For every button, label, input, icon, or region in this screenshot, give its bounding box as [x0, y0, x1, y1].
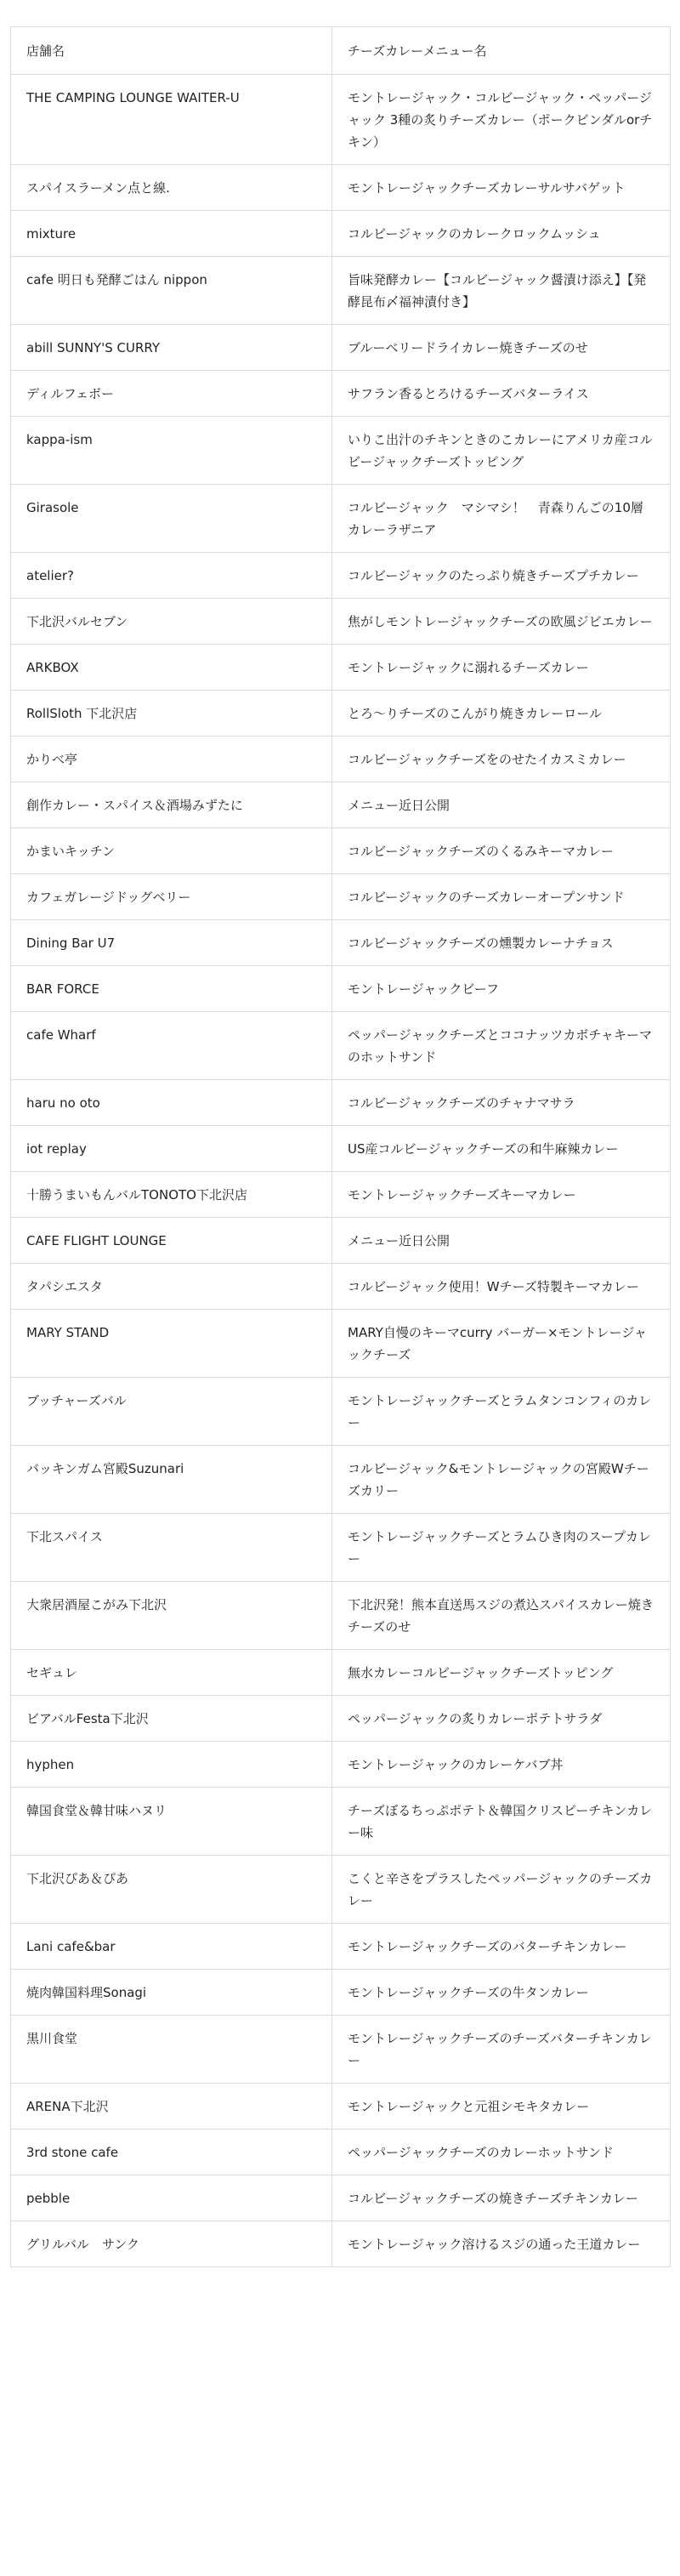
header-menu-name: チーズカレーメニュー名 [332, 27, 671, 75]
shop-name-cell: 十勝うまいもんバルTONOTO下北沢店 [11, 1172, 332, 1218]
menu-name-cell: モントレージャックチーズとラムタンコンフィのカレー [332, 1378, 671, 1446]
shop-name-cell: 下北沢バルセブン [11, 599, 332, 645]
table-row [11, 1696, 671, 1742]
menu-name-cell: コルビージャックチーズのチャナマサラ [332, 1080, 671, 1126]
shop-name-cell: タパシエスタ [11, 1264, 332, 1310]
table-row [11, 1264, 671, 1310]
shop-name-cell: pebble [11, 2175, 332, 2221]
shop-name-cell: セギュレ [11, 1650, 332, 1696]
menu-name-cell: MARY自慢のキーマcurry バーガー×モントレージャックチーズ [332, 1310, 671, 1378]
menu-name-cell: 焦がしモントレージャックチーズの欧風ジビエカレー [332, 599, 671, 645]
table-row [11, 2175, 671, 2221]
table-row [11, 1856, 671, 1924]
menu-name-cell: モントレージャックに溺れるチーズカレー [332, 645, 671, 691]
menu-name-cell: ペッパージャックチーズのカレーホットサンド [332, 2130, 671, 2175]
table-row [11, 1172, 671, 1218]
shop-name-cell: かりべ亭 [11, 736, 332, 782]
table-header-row [11, 27, 671, 75]
shop-name-cell: Girasole [11, 485, 332, 553]
menu-name-cell: コルビージャックチーズの燻製カレーナチョス [332, 920, 671, 966]
table-row [11, 1218, 671, 1264]
cheese-curry-menu-table [10, 26, 671, 2267]
shop-name-cell: Lani cafe&bar [11, 1924, 332, 1970]
header-shop-name: 店舗名 [11, 27, 332, 75]
table-row [11, 165, 671, 211]
menu-name-cell: モントレージャックチーズカレーサルサバゲット [332, 165, 671, 211]
table-row [11, 1080, 671, 1126]
menu-name-cell: モントレージャックのカレーケバブ丼 [332, 1742, 671, 1788]
shop-name-cell: 創作カレー・スパイス＆酒場みずたに [11, 782, 332, 828]
menu-name-cell: モントレージャックチーズのチーズバターチキンカレー [332, 2016, 671, 2084]
menu-name-cell: こくと辛さをプラスしたペッパージャックのチーズカレー [332, 1856, 671, 1924]
table-row [11, 1446, 671, 1514]
table-row [11, 75, 671, 165]
table-row [11, 1788, 671, 1856]
table-row [11, 782, 671, 828]
shop-name-cell: Dining Bar U7 [11, 920, 332, 966]
shop-name-cell: atelier? [11, 553, 332, 599]
table-row [11, 645, 671, 691]
menu-name-cell: モントレージャックビーフ [332, 966, 671, 1012]
menu-name-cell: サフラン香るとろけるチーズバターライス [332, 371, 671, 417]
shop-name-cell: 下北スパイス [11, 1514, 332, 1582]
menu-name-cell: US産コルビージャックチーズの和牛麻辣カレー [332, 1126, 671, 1172]
shop-name-cell: BAR FORCE [11, 966, 332, 1012]
shop-name-cell: ビアバルFesta下北沢 [11, 1696, 332, 1742]
table-row [11, 371, 671, 417]
menu-name-cell: モントレージャックと元祖シモキタカレー [332, 2084, 671, 2130]
table-row [11, 257, 671, 325]
shop-name-cell: CAFE FLIGHT LOUNGE [11, 1218, 332, 1264]
table-row [11, 599, 671, 645]
shop-name-cell: 3rd stone cafe [11, 2130, 332, 2175]
shop-name-cell: かまいキッチン [11, 828, 332, 874]
shop-name-cell: mixture [11, 211, 332, 257]
menu-name-cell: コルビージャックのたっぷり焼きチーズプチカレー [332, 553, 671, 599]
menu-name-cell: コルビージャック&モントレージャックの宮殿Wチーズカリー [332, 1446, 671, 1514]
menu-name-cell: モントレージャックチーズキーマカレー [332, 1172, 671, 1218]
menu-name-cell: コルビージャック マシマシ！ 青森りんごの10層カレーラザニア [332, 485, 671, 553]
menu-name-cell: メニュー近日公開 [332, 782, 671, 828]
menu-name-cell: モントレージャック溶けるスジの通った王道カレー [332, 2221, 671, 2267]
table-row [11, 1742, 671, 1788]
shop-name-cell: MARY STAND [11, 1310, 332, 1378]
menu-name-cell: チーズぼるちっぷポテト＆韓国クリスピーチキンカレー味 [332, 1788, 671, 1856]
menu-name-cell: いりこ出汁のチキンときのこカレーにアメリカ産コルビージャックチーズトッピング [332, 417, 671, 485]
table-row [11, 691, 671, 736]
table-row [11, 553, 671, 599]
menu-name-cell: モントレージャックチーズのバターチキンカレー [332, 1924, 671, 1970]
menu-name-cell: 旨味発酵カレー【コルビージャック醤漬け添え】【発酵昆布〆福神漬付き】 [332, 257, 671, 325]
menu-name-cell: ペッパージャックチーズとココナッツカボチャキーマのホットサンド [332, 1012, 671, 1080]
table-row [11, 2221, 671, 2267]
table-row [11, 1924, 671, 1970]
shop-name-cell: グリルバル サンク [11, 2221, 332, 2267]
shop-name-cell: 黒川食堂 [11, 2016, 332, 2084]
table-row [11, 2130, 671, 2175]
table-row [11, 1582, 671, 1650]
table-row [11, 1012, 671, 1080]
menu-name-cell: 無水カレーコルビージャックチーズトッピング [332, 1650, 671, 1696]
shop-name-cell: RollSloth 下北沢店 [11, 691, 332, 736]
menu-name-cell: 下北沢発！熊本直送馬スジの煮込スパイスカレー焼きチーズのせ [332, 1582, 671, 1650]
table-row [11, 417, 671, 485]
menu-name-cell: コルビージャックのカレークロックムッシュ [332, 211, 671, 257]
table-row [11, 874, 671, 920]
table-row [11, 1378, 671, 1446]
shop-name-cell: hyphen [11, 1742, 332, 1788]
menu-name-cell: コルビージャックのチーズカレーオープンサンド [332, 874, 671, 920]
table-row [11, 485, 671, 553]
menu-name-cell: コルビージャックチーズのくるみキーマカレー [332, 828, 671, 874]
shop-name-cell: 韓国食堂＆韓甘味ハヌリ [11, 1788, 332, 1856]
table-row [11, 325, 671, 371]
menu-name-cell: コルビージャック使用！Wチーズ特製キーマカレー [332, 1264, 671, 1310]
shop-name-cell: ブッチャーズバル [11, 1378, 332, 1446]
shop-name-cell: abill SUNNY'S CURRY [11, 325, 332, 371]
menu-name-cell: とろ〜りチーズのこんがり焼きカレーロール [332, 691, 671, 736]
table-row [11, 1126, 671, 1172]
shop-name-cell: スパイスラーメン点と線. [11, 165, 332, 211]
shop-name-cell: THE CAMPING LOUNGE WAITER-U [11, 75, 332, 165]
shop-name-cell: ディルフェボー [11, 371, 332, 417]
shop-name-cell: ARENA下北沢 [11, 2084, 332, 2130]
table-row [11, 2084, 671, 2130]
shop-name-cell: バッキンガム宮殿Suzunari [11, 1446, 332, 1514]
shop-name-cell: cafe 明日も発酵ごはん nippon [11, 257, 332, 325]
table-row [11, 2016, 671, 2084]
menu-name-cell: メニュー近日公開 [332, 1218, 671, 1264]
menu-name-cell: モントレージャックチーズとラムひき肉のスープカレー [332, 1514, 671, 1582]
table-row [11, 1514, 671, 1582]
shop-name-cell: cafe Wharf [11, 1012, 332, 1080]
menu-name-cell: コルビージャックチーズをのせたイカスミカレー [332, 736, 671, 782]
table-row [11, 1650, 671, 1696]
menu-name-cell: モントレージャック・コルビージャック・ペッパージャック 3種の炙りチーズカレー（ポークビンダルorチキン） [332, 75, 671, 165]
table-row [11, 736, 671, 782]
shop-name-cell: iot replay [11, 1126, 332, 1172]
shop-name-cell: 大衆居酒屋こがみ下北沢 [11, 1582, 332, 1650]
table-row [11, 966, 671, 1012]
menu-name-cell: ブルーベリードライカレー焼きチーズのせ [332, 325, 671, 371]
shop-name-cell: ARKBOX [11, 645, 332, 691]
table-row [11, 211, 671, 257]
menu-name-cell: モントレージャックチーズの牛タンカレー [332, 1970, 671, 2016]
menu-name-cell: コルビージャックチーズの焼きチーズチキンカレー [332, 2175, 671, 2221]
table-row [11, 1310, 671, 1378]
shop-name-cell: haru no oto [11, 1080, 332, 1126]
menu-name-cell: ペッパージャックの炙りカレーポテトサラダ [332, 1696, 671, 1742]
table-row [11, 920, 671, 966]
shop-name-cell: 焼肉韓国料理Sonagi [11, 1970, 332, 2016]
shop-name-cell: kappa-ism [11, 417, 332, 485]
shop-name-cell: 下北沢ぴあ＆ぴあ [11, 1856, 332, 1924]
table-row [11, 828, 671, 874]
shop-name-cell: カフェガレージドッグベリー [11, 874, 332, 920]
table-row [11, 1970, 671, 2016]
